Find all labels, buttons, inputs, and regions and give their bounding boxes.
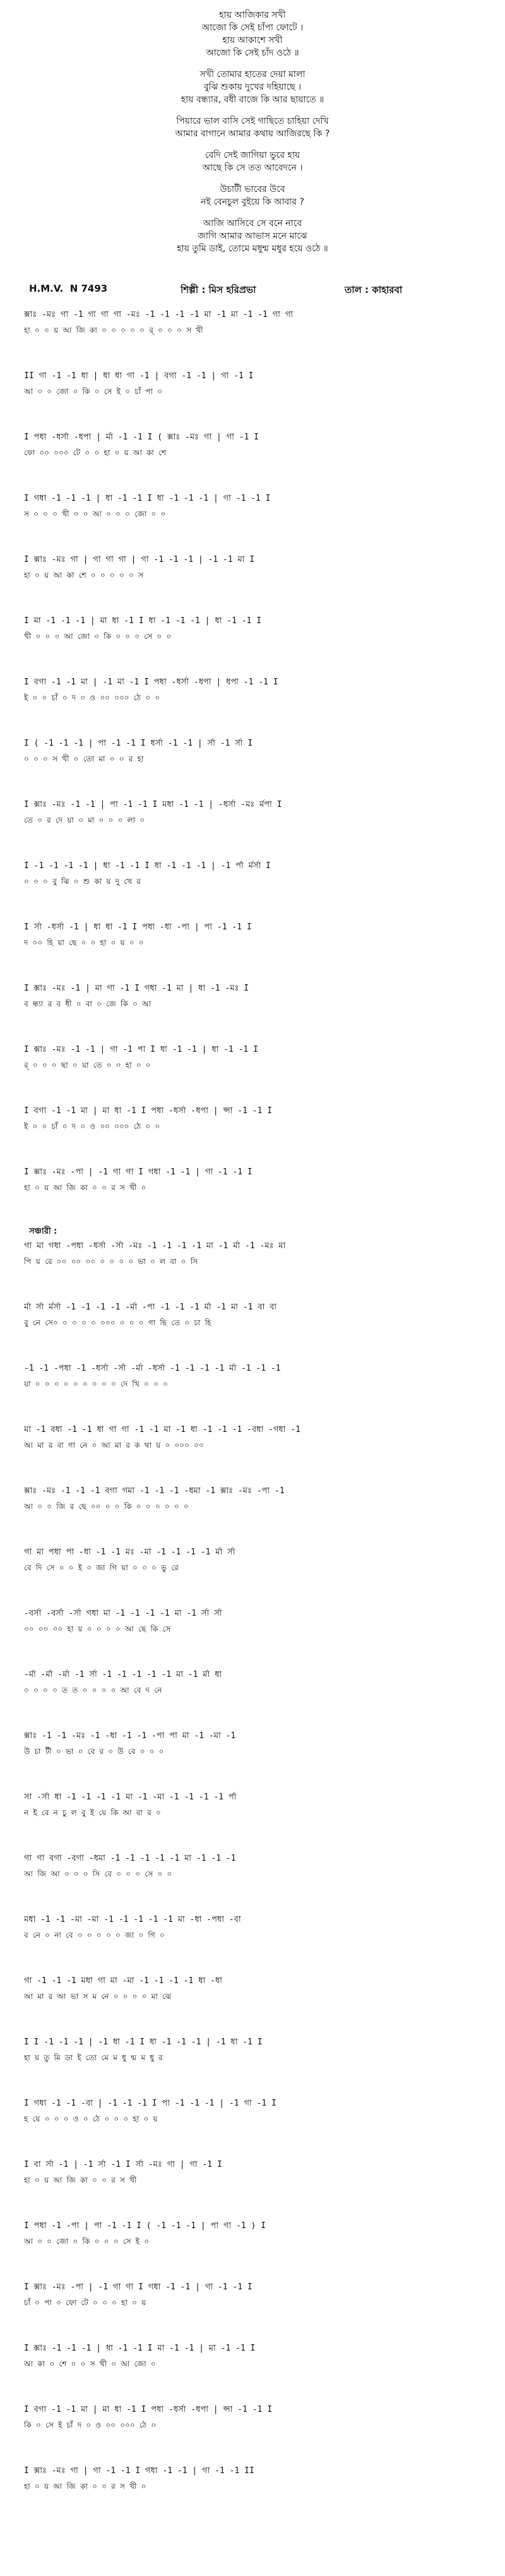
notation-row [24,861,485,887]
notation-row [24,1424,485,1451]
swara-line: র্মা র্সা র্মর্সা -1 -1 -1 -1 -র্মা -পা -1 -1 -1 র্মা -1 মা -1 বা বা [24,1303,277,1312]
notation-row [24,2098,485,2125]
notation-row [24,309,485,336]
lyric-syllable-line: ০ ০ ০ স খী ০ তো মা ০ ০ র হা [24,754,144,763]
lyric-syllable-line: পি য় রে ০০ ০০ ০০ ০ ০ ০ ০ ভা ০ ল বা ০ সি [24,1257,198,1266]
swara-line: গা মা পধা পা -ধা -1 -1 মঃ -মা -1 -1 -1 -1 র্মা র্সা [24,1547,235,1557]
swara-line: গা গা বগা -বগা -ধমা -1 -1 -1 -1 -1 মা -1 -1 -1 [24,1854,236,1863]
swara-line: I ক্সাঃ -মঃ -পা | -1 গা গা I গধা -1 -1 | গা -1 -1 I [24,2282,252,2292]
lyric-syllable-line: তে ০ র দে য়া ০ মা ০ ০ ০ লা ০ [24,816,145,825]
swara-line: I র্সা -ধর্সা -1 | ধা ধা -1 I পধা -ধা -পা | পা -1 -1 I [24,922,252,932]
lyric-syllable-line: ফো ০০ ০০০ টে ০ ০ হা ০ য় আ কা শে [24,448,167,457]
lyric-syllable-line: হা ০ য় আ কা শে ০ ০ ০ ০ ০ স [24,571,143,580]
stanza-gap [0,140,505,149]
swara-line: I বা র্সা -1 | -1 র্সা -1 I র্সা -মঃ গা | গা -1 I [24,2160,222,2169]
swara-line: I I -1 -1 -1 | -1 ধা -1 I ধা -1 -1 -1 | -1 ধা -1 I [24,2037,263,2047]
stanza-gap [0,59,505,68]
notation-row [24,1914,485,1941]
notation-row [24,2404,485,2431]
lyric-syllable-line: য়া ০ ০ ০ ০ ০ ০ ০ ০ ০ দে খি ০ ০ ০ [24,1380,168,1388]
notation-row [24,2221,485,2247]
record-header [29,283,484,299]
lyric-syllable-line: হা য় তু মি ডা ই তো মে ম ধু ন্ম ম ধু র [24,2053,163,2062]
lyric-syllable-line: ০০ ০০ ০০ হা য় ০ ০ ০ ০ আ ছে কি সে [24,1625,171,1633]
swara-line: II গা -1 -1 ধা | ধা ধা গা -1 | বগা -1 -1 | গা -1 I [24,371,254,381]
swara-line: ক্সাঃ -1 -1 -মঃ -1 -ধা -1 -1 -পা পা মা -1 -মা -1 [24,1731,236,1741]
lyric-syllable-line: ০ ০ ০ বু ঝি ০ শু কা য় দু খে র [24,877,141,886]
notation-row [24,1731,485,1757]
poem-line: নই বেনচুল বুইয়ে কি আবার ? [201,197,304,207]
sanchari-label: সঞ্চারী : [29,1227,57,1236]
swara-line: -র্মা -র্মা -র্মা -1 র্সা -1 -1 -1 -1 -1 মা -1 র্মা ধা [24,1670,222,1679]
notation-row [24,2037,485,2063]
stanza-gap [0,208,505,217]
notation-row [24,1363,485,1390]
notation-row [24,1106,485,1132]
lyric-syllable-line: ই ০ ০ চাঁ ০ দ ০ ও ০০ ০০০ ঠে ০ ০ [24,1122,160,1131]
notation-row [24,1976,485,2002]
poem-line: জাগি আমার আভাস মনে মাঝে [198,231,307,241]
lyric-syllable-line: আ ০ ০ জো ০ কি ০ ০ ০ সে ই ০ [24,2237,150,2246]
poem-line: উচাটী ভাবের উবে [220,184,285,194]
notation-row [24,1792,485,1818]
poem-line: বেদি সেই জাগিয়া ভুরে হায় [205,150,300,160]
lyric-syllable-line: আ ০ ০ জি র ছে ০০ ০ ০ কি ০ ০ ০ ০ ০ ০ [24,1502,189,1511]
swara-line: মধা -1 -1 -মা -মা -1 -1 -1 -1 -1 মা -ধা -পধা -বা [24,1915,241,1924]
notation-row [24,799,485,826]
poem-line: আমার বাগানে আমার কথায় আজিরছে কি ? [175,129,330,139]
notation-row [24,738,485,765]
swara-line: I পধা -ধর্সা -ধপা | র্মা -1 -1 I ( ক্সাঃ -মঃ গা | গা -1 I [24,432,259,442]
lyric-syllable-line: উ চা টী ০ ভা ০ বে র ০ উ বে ০ ০ ০ [24,1747,164,1756]
notation-row [24,2159,485,2186]
swara-line: I বগা -1 -1 মা | -1 মা -1 I পধা -ধর্সা -ধপা | ধপা -1 -1 I [24,677,278,687]
swara-line: I পধা -1 -পা | পা -1 -1 I ( -1 -1 -1 | পা গা -1 ) I [24,2221,266,2231]
poem-line: পিয়ারে ভাল বাসি সেই গাছিতে চাহিয়া দেখি [176,116,329,126]
swara-line: I -1 -1 -1 -1 | ধা -1 -1 I ধা -1 -1 -1 | -1 র্পা র্মর্সা I [24,861,271,871]
lyric-syllable-line: হা ০ য় আ জি কা ০ ০ র স খী [24,2176,137,2185]
notation-row [24,371,485,397]
lyric-syllable-line: আ মা র আ ভা স ম নে ০ ০ ০ ০ মা ঝে [24,1992,172,2001]
notation-row [24,554,485,581]
poem-line: হায় তুমি ডাই, তোমে মধুন্ম মধুর হয়ে ওঠে ॥ [177,244,328,254]
lyric-syllable-line: ন ই বে ন চু ল বু ই য়ে কি আ বা র ০ [24,1808,161,1817]
poem-line: আজি আসিবে সে বনে নাবে [203,218,302,229]
lyric-syllable-line: হা ০ য় আ জি কা ০ ০ র স খী ০ [24,2482,146,2491]
lyric-syllable-line: স ০ ০ ০ খী ০ ০ আ ০ ০ ০ জো ০ ০ [24,510,166,518]
swara-line: I ক্সাঃ -মঃ -পা | -1 গা গা I গধা -1 -1 | গা -1 -1 I [24,1167,252,1177]
lyric-syllable-line: খী ০ ০ ০ আ জো ০ কি ০ ০ ০ সে ০ ০ [24,632,172,641]
lyric-syllable-line: আ জি আ ০ ০ ০ সি বে ০ ০ ০ সে ০ ০ [24,1869,172,1878]
lyric-syllable-line: ব নে ০ না বে ০ ০ ০ ০ ০ জা ০ গি ০ [24,1931,165,1940]
poem-lyrics [0,9,505,255]
poem-line: আজো কি সেই চাঁপা ফোটে । [201,23,304,33]
notation-row [24,616,485,642]
swara-line: গা মা গধা -পধা -ধর্সা -র্সা -মঃ -1 -1 -1 -1 মা -1 র্মা -1 -মঃ মা [24,1241,286,1251]
notation-row [24,1669,485,1696]
swara-line: I ক্সাঃ -মঃ -1 -1 | পা -1 -1 I মধা -1 -1 | -ধর্সা -মঃ র্মপা I [24,800,282,809]
notation-row [24,493,485,520]
lyric-syllable-line: আ ০ ০ জো ০ কি ০ সে ই ০ চাঁ পা ০ [24,387,163,396]
swara-line: I ক্সাঃ -মঃ গা | গা গা গা | গা -1 -1 -1 | -1 -1 মা I [24,555,255,564]
swara-line: I ক্সাঃ -মঃ -1 | মা গা -1 I গধা -1 মা | ধা -1 -মঃ I [24,984,249,993]
notation-row [24,1044,485,1071]
swara-line: I বগা -1 -1 মা | মা ধা -1 I পধা -ধর্সা -ধপা | প্সা -1 -1 I [24,2405,273,2414]
swara-line: I গধা -1 -1 -বা | -1 -1 -1 I পা -1 -1 -1 | -1 গা -1 I [24,2099,276,2108]
poem-line: হায় আজিকার সখী [219,10,286,20]
lyric-syllable-line: কি ০ সে ই চাঁ দ ০ ও ০০ ০০০ ঠে ০ [24,2421,157,2430]
swara-line: I ক্সাঃ -মঃ গা | গা -1 -1 I গধা -1 -1 | গা -1 -1 II [24,2466,254,2476]
poem-line: হায় বন্ধ্যার, বধী বাজে কি আর ছায়াতে ॥ [181,95,324,105]
swara-line: গা -1 -1 -1 মধা গা মা -মা -1 -1 -1 -1 ধা -ধা [24,1976,222,1986]
swara-line: I ক্সাঃ -1 -1 -1 | ধা -1 -1 I মা -1 -1 | মা -1 -1 I [24,2344,256,2353]
swara-line: সা -র্সা ধা -1 -1 -1 -1 মা -1 -মা -1 -1 -1 -1 র্পা [24,1792,237,1802]
lyric-syllable-line: দ ০০ হি য়া ছে ০ ০ হা ০ য় ০ ০ [24,938,144,947]
notation-row [24,2466,485,2492]
lyric-syllable-line: আ মা র বা গা নে ০ আ মা র ক থা য় ০ ০০০ ০০ [24,1441,204,1450]
swara-line: ক্সাঃ -মঃ গা -1 গা গা গা -মঃ -1 -1 -1 -1 মা -1 মা -1 -1 গা গা [24,310,294,319]
poem-line: বুঝি শুকায় দুখের দহিয়াছে । [203,82,302,92]
lyric-syllable-line: ০ ০ ০ ০ ত ত ০ ০ ০ ০ আ বে দ নে [24,1686,162,1695]
swara-line: I গধা -1 -1 -1 | ধা -1 -1 I ধা -1 -1 -1 | গা -1 -1 I [24,494,271,503]
swara-line: I বগা -1 -1 মা | মা ধা -1 I পধা -ধর্সা -ধপা | প্সা -1 -1 I [24,1106,273,1116]
swara-line: মা -1 বধা -1 -1 ধা গা গা -1 -1 মা -1 ধা -1 -1 -1 -বধা -গধা -1 [24,1425,300,1434]
stanza-gap [0,174,505,183]
lyric-syllable-line: হা ০ য় আ জি কা ০ ০ র স খী ০ [24,1183,146,1192]
notation-row [24,1608,485,1635]
stanza-gap [0,106,505,115]
singer-credit: শিল্পী : মিস হরিপ্রভা [181,284,256,295]
swara-line: I ক্সাঃ -মঃ -1 -1 | গা -1 পা I ধা -1 -1 | ধা -1 -1 I [24,1045,258,1054]
record-number: H.M.V. N 7493 [29,283,108,294]
notation-row [24,2343,485,2370]
notation-row [24,1547,485,1573]
swara-line: I মা -1 -1 -1 | মা ধা -1 I ধা -1 -1 -1 | ধা -1 -1 I [24,616,262,626]
lyric-syllable-line: চাঁ ০ পা ০ ফো টে ০ ০ ০ হা ০ য় [24,2298,146,2307]
swara-line: -বর্সা -বর্সা -র্সা গধা মা -1 -1 -1 -1 মা -1 র্সা র্সা [24,1609,222,1618]
lyric-syllable-line: র্ ০ ০ ০ ছা ০ য়া তে ০ ০ হা ০ ০ [24,1061,151,1070]
notation-row [24,1167,485,1193]
notation-row [24,922,485,948]
poem-line: আছে কি সে তত আবেদনে । [202,163,303,173]
lyric-syllable-line: বু নে সে০ ০ ০ ০ ০ ০০০ ০ ০ ০ গা ছি তে ০ চা হি [24,1318,211,1327]
notation-row [24,432,485,458]
lyric-syllable-line: হ য়ে ০ ০ ০ ও ০ ঠে ০ ০ ০ হা ০ য় [24,2114,158,2123]
swara-line: I ( -1 -1 -1 | পা -1 -1 I ধর্সা -1 -1 | র্সা -1 র্সা I [24,739,253,748]
lyric-syllable-line: ব ন্ধ্যা র ব ধী ০ বা ০ জে কি ০ আ [24,999,152,1008]
taal-label: তাল : কাহারবা [345,284,403,295]
poem-line: সখী তোমার হাতের দেয়া মালা [199,69,306,80]
notation-row [24,677,485,703]
poem-line: আজো কি সেই চাঁদ ওঠে ॥ [206,48,299,58]
swara-line: -1 -1 -পধা -1 -ধর্সা -র্সা -র্মা -ধর্সা -1 -1 -1 -1 র্মা -1 -1 -1 [24,1364,281,1373]
notation-row [24,1853,485,1880]
notation-row [24,983,485,1010]
lyric-syllable-line: ই ০ ০ চাঁ ০ দ ০ ও ০০ ০০০ ঠে ০ ০ [24,693,160,702]
notation-row [24,1241,485,1267]
poem-line: হায় আকাশে সখী [222,35,283,45]
lyric-syllable-line: হা ০ ০ য় আ জি কা ০ ০ ০ ০ ০ র্ ০ ০ ০ স খী [24,326,203,335]
lyric-syllable-line: বে দি সে ০ ০ ই ০ জা গি য়া ০ ০ ০ ভু রে [24,1563,179,1572]
notation-row [24,2282,485,2308]
notation-row [24,1486,485,1512]
swara-line: ক্সাঃ -মঃ -1 -1 -1 বগা গমা -1 -1 -1 -ধমা -1 ক্সাঃ -মঃ -পা -1 [24,1486,285,1496]
notation-row [24,1302,485,1328]
lyric-syllable-line: আ কা ০ শে ০ ০ স খী ০ আ জো ০ [24,2359,156,2368]
